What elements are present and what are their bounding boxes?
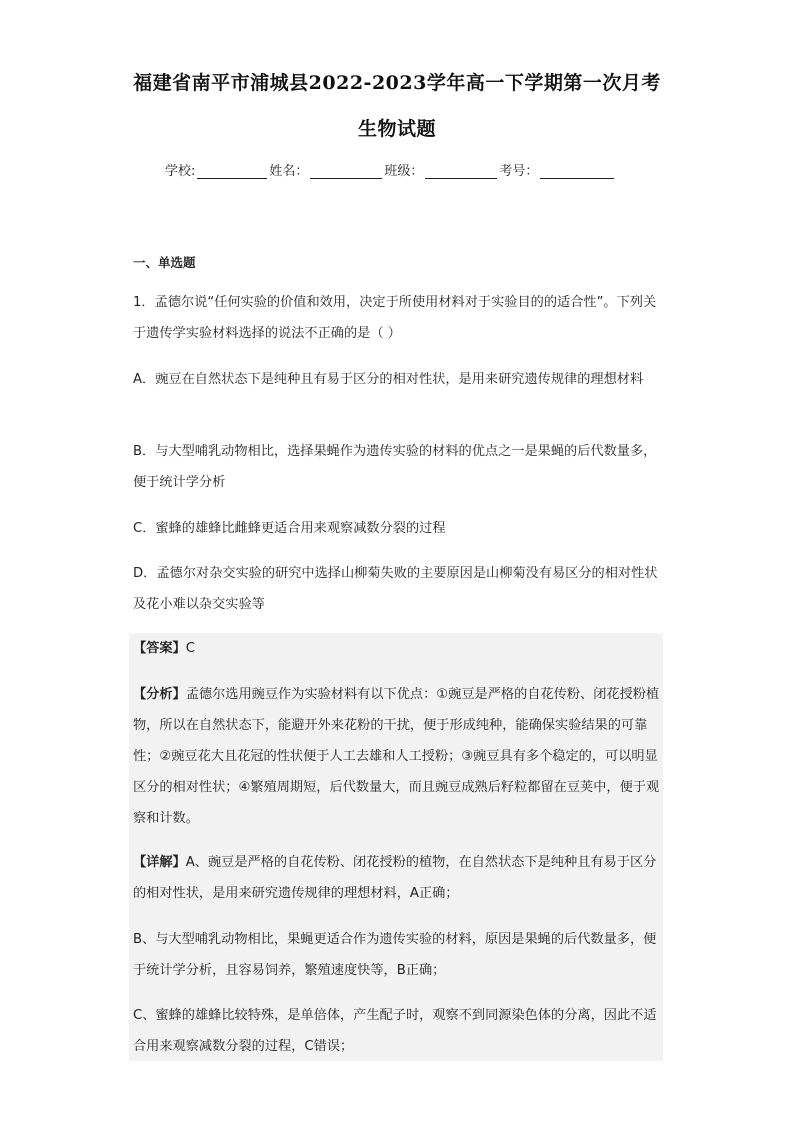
answer-value: C: [185, 641, 195, 656]
name-label: 姓名：: [269, 164, 309, 179]
number-blank: [540, 164, 614, 179]
document-subtitle: 生物试题: [357, 118, 436, 140]
answer-label: 【答案】: [133, 641, 186, 656]
school-label: 学校:: [165, 164, 196, 179]
detail-paragraph-a: [133, 847, 663, 909]
answer-line: [133, 633, 663, 664]
detail-paragraph-c: C、蜜蜂的雄蜂比较特殊，是单倍体，产生配子时，观察不到同源染色体的分离，因此不适合用来观察减数分裂的过程，C错误；: [133, 1008, 657, 1054]
student-info-row: [165, 160, 616, 179]
class-label: 班级：: [384, 164, 424, 179]
detail-label: 【详解】: [133, 855, 186, 870]
document-title: 福建省南平市浦城县2022-2023学年高一下学期第一次月考: [133, 72, 661, 94]
option-a: A．豌豆在自然状态下是纯种且有易于区分的相对性状，是用来研究遗传规律的理想材料: [133, 372, 644, 387]
name-blank: [310, 164, 382, 179]
analysis-text: 孟德尔选用豌豆作为实验材料有以下优点：①豌豆是严格的自花传粉、闭花授粉植物，所以在自然状态下，能避开外来花粉的干扰，便于形成纯种，能确保实验结果的可靠性；②豌豆花大且花冠的性状便于人工去雄和人工授粉；③豌豆具有多个稳定的，可以明显区分的相对性状；④繁殖周期短，后代数量大，而且豌豆成熟后籽粒都留在豆荚中，便于观察和计数。: [133, 687, 660, 826]
detail-a-text: A、豌豆是严格的自花传粉、闭花授粉的植物，在自然状态下是纯种且有易于区分的相对性状，是用来研究遗传规律的理想材料，A正确；: [133, 855, 657, 901]
section-heading: 一、单选题: [133, 255, 196, 270]
option-c: C．蜜蜂的雄蜂比雌蜂更适合用来观察减数分裂的过程: [133, 521, 446, 536]
option-d: D．孟德尔对杂交实验的研究中选择山柳菊失败的主要原因是山柳菊没有易区分的相对性状及花小难以杂交实验等: [133, 566, 658, 612]
question-stem: 1．孟德尔说“任何实验的价值和效用，决定于所使用材料对于实验目的的适合性”。下列关于遗传学实验材料选择的说法不正确的是（ ）: [133, 295, 657, 341]
class-blank: [425, 164, 497, 179]
analysis-label: 【分析】: [133, 687, 186, 702]
number-label: 考号：: [499, 164, 539, 179]
option-b: B．与大型哺乳动物相比，选择果蝇作为遗传实验的材料的优点之一是果蝇的后代数量多，便于统计学分析: [133, 444, 657, 490]
detail-paragraph-b: B、与大型哺乳动物相比，果蝇更适合作为遗传实验的材料，原因是果蝇的后代数量多，便于统计学分析，且容易饲养，繁殖速度快等，B正确；: [133, 932, 657, 978]
analysis-paragraph: [133, 679, 663, 834]
school-blank: [197, 164, 267, 179]
